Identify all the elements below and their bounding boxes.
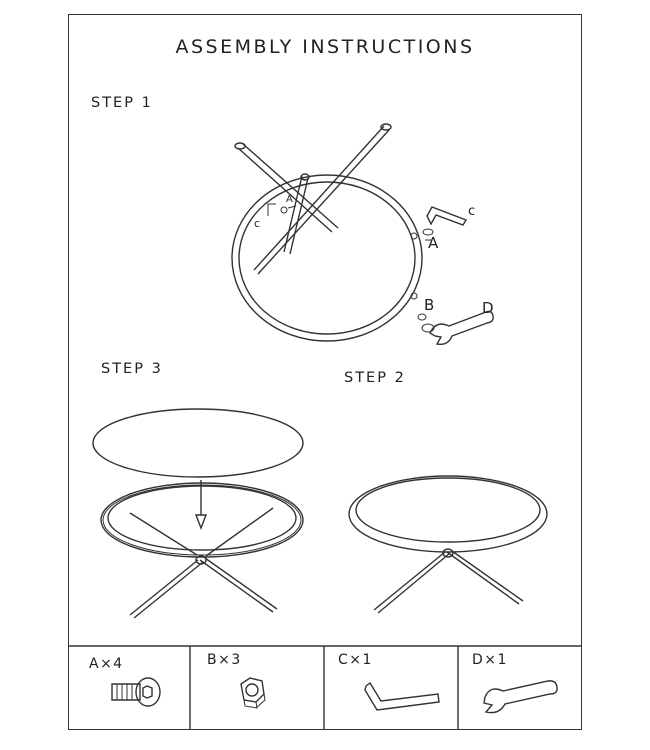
step-3-label: STEP 3 (101, 361, 163, 377)
callout-b: B (424, 296, 436, 314)
callout-c: c (468, 204, 477, 219)
part-c-label: C×1 (338, 652, 373, 668)
callout-a: A (428, 234, 440, 252)
step-2-label: STEP 2 (344, 370, 406, 386)
callout-d: D (482, 299, 495, 317)
detail-label-c: c (254, 217, 262, 230)
part-a-label: A×4 (89, 656, 124, 672)
part-b-label: B×3 (207, 652, 242, 668)
part-d-label: D×1 (472, 652, 508, 668)
step-1-label: STEP 1 (91, 95, 153, 111)
page-title: ASSEMBLY INSTRUCTIONS (175, 36, 475, 58)
detail-label-a: A (286, 194, 294, 205)
